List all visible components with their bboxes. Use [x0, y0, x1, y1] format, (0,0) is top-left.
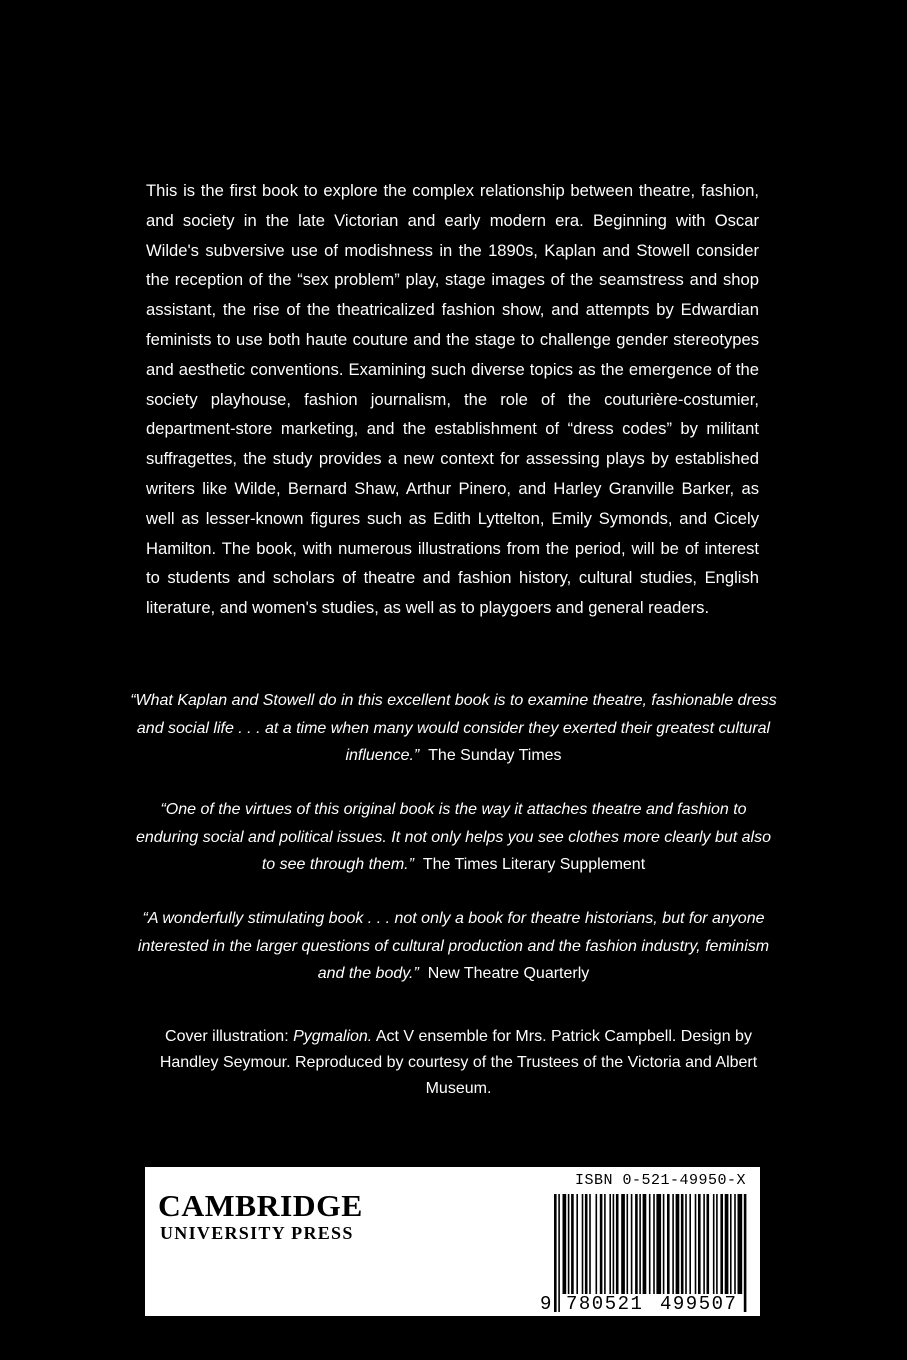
barcode-bar [554, 1194, 557, 1312]
barcode-bar [656, 1194, 661, 1294]
barcode-bar [576, 1194, 578, 1294]
barcode-bar [568, 1194, 570, 1294]
barcode-first-digit: 9 [540, 1293, 552, 1315]
barcode-bar [672, 1194, 674, 1294]
review-quote: “What Kaplan and Stowell do in this excellent book is to examine theatre, fashionable dress and social life . . . at a time when many would consider they exerted their greatest cultural influence.” [130, 692, 777, 764]
publisher-name: CAMBRIDGE [158, 1188, 363, 1223]
barcode-bar [716, 1194, 718, 1294]
barcode-bar [609, 1194, 611, 1294]
barcode-bar [698, 1194, 701, 1294]
barcode [540, 1194, 753, 1314]
barcode-bar [563, 1194, 567, 1294]
cover-credit-text: Act V ensemble for Mrs. Patrick Campbell. Design by Handley Seymour. Reproduced by courtesy of the Trustees of the Victoria and Albert Museum. [159, 1028, 758, 1097]
barcode-bar [738, 1194, 743, 1294]
barcode-bar [571, 1194, 574, 1294]
book-description: This is the first book to explore the complex relationship between theatre, fashion, and society in the late Victorian and early modern era. Beginning with Oscar Wilde's subversive use of modishness in the 1890s, Kaplan and Stowell consider the reception of the “sex problem” play, stage images of the seamstress and shop assistant, the rise of the theatricalized fashion show, and attempts by Edwardian feminists to use both haute couture and the stage to challenge gender stereotypes and aesthetic conventions. Examining such diverse topics as the emergence of the society playhouse, fashion journalism, the role of the couturière-costumier, department-store marketing, and the establishment of “dress codes” by militant suffragettes, the study provides a new context for assessing plays by established writers like Wilde, Bernard Shaw, Arthur Pinero, and Harley Granville Barker, as well as lesser-known figures such as Edith Lyttelton, Emily Symonds, and Cicely Hamilton. The book, with numerous illustrations from the period, will be of interest to students and scholars of theatre and fashion history, cultural studies, English literature, and women's studies, as well as to playgoers and general readers. [146, 181, 759, 618]
barcode-bar [681, 1194, 684, 1294]
cover-credit [140, 1024, 777, 1102]
barcode-right-group: 499507 [660, 1293, 738, 1315]
publisher-barcode-panel [145, 1167, 760, 1316]
review-source: New Theatre Quarterly [427, 965, 590, 982]
barcode-bar [558, 1194, 560, 1312]
barcode-bar [635, 1194, 638, 1294]
review-ntq [130, 905, 777, 988]
review-source: The Times Literary Supplement [422, 856, 646, 873]
review-sunday-times [130, 687, 777, 770]
review-source: The Sunday Times [428, 747, 562, 764]
barcode-bar [613, 1194, 615, 1294]
barcode-bar [627, 1194, 629, 1294]
barcode-bar [631, 1194, 633, 1294]
publisher-subname: UNIVERSITY PRESS [160, 1223, 354, 1243]
barcode-bar [600, 1194, 603, 1294]
barcode-bar [596, 1194, 598, 1294]
barcode-bar [589, 1194, 591, 1294]
publisher-logo [158, 1188, 363, 1243]
barcode-bar [653, 1194, 655, 1294]
review-quote: “One of the virtues of this original book is the way it attaches theatre and fashion to enduring social and political issues. It not only helps you see clothes more clearly but also to see through them.” [135, 801, 771, 873]
barcode-bar [585, 1194, 588, 1294]
barcode-bar [667, 1194, 670, 1294]
barcode-bar [649, 1194, 651, 1294]
review-quote: “A wonderfully stimulating book . . . not only a book for theatre historians, but for anyone interested in the larger questions of cultural production and the fashion industry, feminism and the body.” [137, 910, 770, 982]
barcode-bar [616, 1194, 619, 1294]
barcode-bar [730, 1194, 732, 1294]
cover-credit-title: Pygmalion. [293, 1028, 373, 1045]
barcode-bar [663, 1194, 665, 1294]
review-tls [130, 796, 777, 879]
barcode-bar [643, 1194, 647, 1294]
barcode-bar [725, 1194, 729, 1294]
barcode-bar [707, 1194, 710, 1294]
barcode-bar [604, 1194, 606, 1294]
isbn-label: ISBN 0-521-49950-X [574, 1172, 746, 1189]
barcode-bar [703, 1194, 705, 1294]
barcode-bar [695, 1194, 697, 1294]
barcode-bar [734, 1194, 736, 1294]
cover-credit-prefix: Cover illustration: [165, 1028, 289, 1045]
barcode-bar [582, 1194, 584, 1294]
barcode-left-group: 780521 [566, 1293, 644, 1315]
barcode-bar [720, 1194, 723, 1294]
barcode-bar [639, 1194, 641, 1294]
barcode-bar [744, 1194, 747, 1312]
barcode-bar [676, 1194, 680, 1294]
barcode-bar [621, 1194, 625, 1294]
barcode-bar [713, 1194, 715, 1294]
